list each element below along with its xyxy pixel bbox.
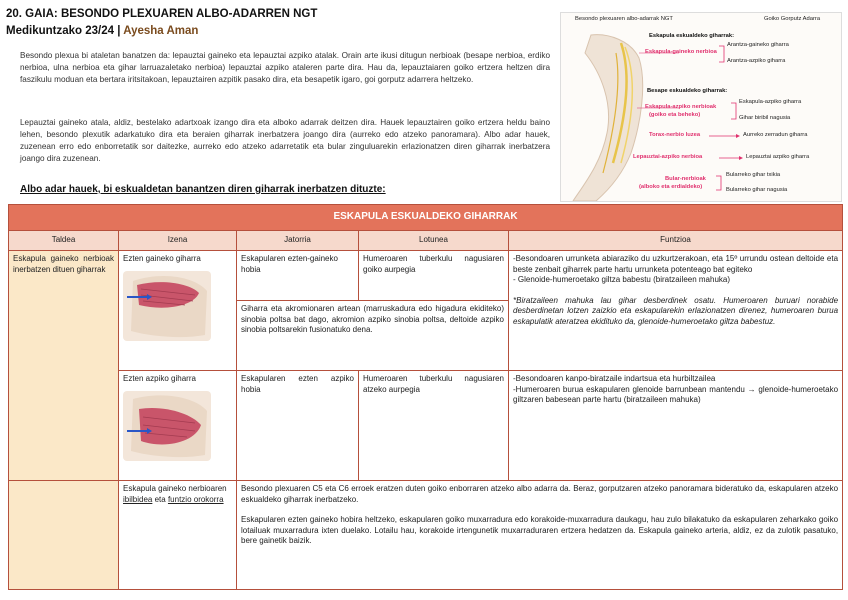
muscle-table: [8, 204, 843, 590]
group-label: Eskapula gaineko nerbioak inerbatzen dituen giharrak: [13, 254, 114, 274]
diagram-suprascapular-nerve: Eskapula-gaineko nerbioa: [645, 49, 717, 55]
bursa-note: Giharra eta akromionaren artean (marruskadura edo higadura ekiditeko) sinobia poltsa bat dago, akromion azpiko sinobia poltsa, deltoide azpiko sinobia poltsarekin fusionatuko dena.: [237, 301, 509, 371]
table-banner: ESKAPULA ESKUALDEKO GIHARRAK: [9, 205, 843, 231]
origin-infraspinatus: Eskapularen ezten azpiko hobia: [237, 371, 359, 481]
diagram-supraspinatus: Arantza-gaineko giharra: [727, 42, 789, 48]
muscle-name-supraspinatus: Ezten gaineko giharra: [123, 254, 201, 263]
diagram-subclavian-nerve: Lepauztai-azpiko nerbioa: [633, 154, 703, 160]
supraspinatus-illustration: [123, 271, 211, 341]
supraspinatus-figure: [123, 271, 211, 341]
infraspinatus-illustration: [123, 391, 211, 461]
diagram-pectoral-nerves-1: Bular-nerbioak: [665, 176, 706, 182]
diagram-pectoralis-minor: Bularreko gihar txikia: [726, 172, 781, 178]
intro-paragraph-1: Besondo plexua bi ataletan banatzen da: lepauztai gaineko eta lepauztai azpiko atalak. Orain arte ikusi ditugun nerbioak (besape nerbioa, erdiko nerbioa, ulna nerbioa eta gihar larruazaletako nerbioa) lepauztai azpiko ataleren parte dira. Hau da, lepauztaiaren goiko ertzera heltzen dira faszikulu moduan eta bertara iritsitakoan, lepauztairen azpitik pasako dira, eta besapetik igaro, goi gorputz adarrera heltzeko.: [20, 51, 550, 84]
nerve-course-text-2: Eskapularen ezten gaineko hobira heltzeko, eskapularen goiko muxarradura edo korakoide-muxarradura daukagu, hau zulo bilakatuko da eskapularen zeharkako goiko lotailuak muxarradura ixten duelako. Lotailu hau, korakoide irtengunetik muxarraduraren ertzera hedatzen da. Eskapula gaineko arteria, aldiz, ez da zulotik pasatuko, bere gainetik baizik.: [241, 515, 839, 545]
nerve-course-label-c: eta: [154, 494, 166, 504]
col-header-function: Funtzioa: [509, 231, 843, 251]
diagram-title-left: Besondo plexuaren albo-adarrak NGT: [575, 16, 673, 22]
diagram-long-thoracic: Torax-nerbio luzea: [649, 132, 701, 138]
col-header-origin: Jatorria: [237, 231, 359, 251]
nerve-course-label-b: ibilbidea: [123, 494, 153, 504]
insertion-infraspinatus: Humeroaren tuberkulu nagusiaren atzeko aurpegia: [359, 371, 509, 481]
diagram-teres-major: Gihar biribil nagusia: [739, 115, 791, 121]
author-name: Ayesha Aman: [123, 25, 199, 37]
col-header-name: Izena: [119, 231, 237, 251]
nerve-course-label-d: funtzio orokorra: [167, 494, 224, 504]
separator: |: [117, 25, 121, 37]
diagram-subscapularis: Eskapula-azpiko giharra: [739, 99, 802, 105]
diagram-subclavius: Lepauztai azpiko giharra: [746, 154, 810, 160]
diagram-pectoral-nerves-2: (alboko eta erdialdeko): [639, 184, 703, 190]
page-title: 20. GAIA: BESONDO PLEXUAREN ALBO-ADARREN NGT: [6, 8, 318, 20]
muscle-name-infraspinatus: Ezten azpiko giharra: [123, 374, 196, 383]
diagram-serratus: Aurreko zerradun giharra: [743, 132, 808, 138]
section-heading: Albo adar hauek, bi eskualdetan banantzen diren giharrak inerbatzen dituzte:: [20, 184, 386, 195]
nerve-course-text-cell: [237, 481, 843, 590]
diagram-subscapular-nerve-1: Eskapula-azpiko nerbioak: [645, 104, 717, 110]
origin-supraspinatus: Eskapularen ezten-gaineko hobia: [237, 251, 359, 301]
function-supraspinatus-cell: [509, 251, 843, 371]
group-cell: [9, 251, 119, 481]
nerve-course-cell: [119, 481, 237, 590]
col-header-group: Taldea: [9, 231, 119, 251]
function-supraspinatus: -Besondoaren urrunketa abiaraziko du uzkurtzerakoan, eta 15º urrundu ostean deltoide eta beste zenbait giharrek parte hartu urrunketa potenteago bat egiteko - Glenoide-humeroetako giltza babestu (biratzaileen mahuka): [513, 254, 839, 284]
col-header-insertion: Lotunea: [359, 231, 509, 251]
function-infraspinatus: -Besondoaren kanpo-biratzaile indartsua eta hurbiltzailea -Humeroaren burua eskapularen glenoide barrunbean mantendu → glenoide-humeroetako giltzaren babesean parte hartu (biratzaileen mahuka): [509, 371, 843, 481]
diagram-title-right: Goiko Gorputz Adarra: [764, 16, 821, 22]
group-cell-empty: [9, 481, 119, 590]
diagram-pectoralis-major: Bularreko gihar nagusia: [726, 187, 788, 193]
infraspinatus-figure: [123, 391, 211, 461]
insertion-supraspinatus: Humeroaren tuberkulu nagusiaren goiko aurpegia: [359, 251, 509, 301]
diagram-scapular-group: Eskapula eskualdeko giharrak:: [649, 33, 735, 39]
nerve-course-text-1: Besondo plexuaren C5 eta C6 erroek eratzen duten goiko enborraren atzeko albo adarra da. Beraz, gorputzaren atzeko panoramara bideratuko da, eskapularen atzeko eskualdeko giharrak inerbatzeko.: [241, 484, 839, 504]
muscle-name-cell: [119, 251, 237, 371]
nerve-course-label-a: Eskapula gaineko nerbioaren: [123, 484, 227, 493]
nerve-diagram: [560, 12, 842, 202]
muscle-name-cell-2: [119, 371, 237, 481]
diagram-subscapular-nerve-2: (goiko eta beheko): [649, 112, 701, 118]
intro-paragraph-2: Lepauztai gaineko atala, aldiz, bestelako adartxoak izango dira eta alboko adarrak deitzen dira. Hauek lepauztairen goiko ertzera heldu baino lehen, besondo plexutik adarkatuko dira eta beraien giharrak inerbatzera joango dira (aurreko edo atzeko panoramara). Albo adar hauek, zuzenean erro edo enborretatik sor daitezke, aurreko edo atzeko adarretatik eta bular zinguluarekin erlazionatzen diren giharrak inerbatzera joango dira zuzenean.: [20, 118, 550, 163]
function-supraspinatus-note: *Biratzaileen mahuka lau gihar desberdinek osatu. Humeroaren buruari norabide desberdinetan lotzen zaizkio eta eskapularekin erlazionatzen direnez, humeroaren burua eskapulatik ateratzea ekidituko da, glenoide-humeroetako giltza babestuz.: [513, 295, 839, 326]
course-label: Medikuntzako 23/24: [6, 25, 115, 37]
diagram-infraspinatus: Arantza-azpiko giharra: [727, 58, 786, 64]
course-line: [6, 25, 198, 37]
diagram-axillary-group: Besape eskualdeko giharrak:: [647, 88, 728, 94]
